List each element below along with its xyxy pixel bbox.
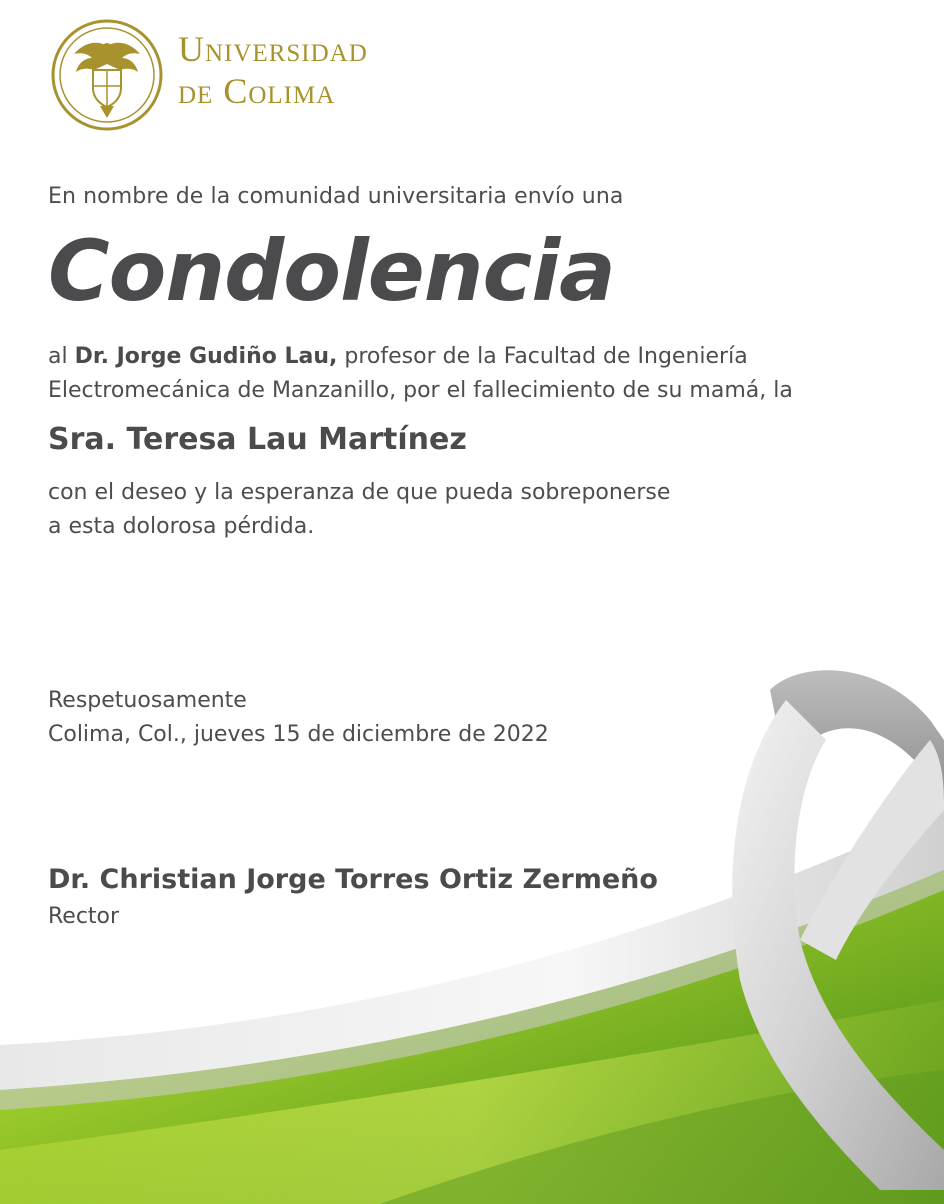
signer-name: Dr. Christian Jorge Torres Ortiz Zermeño xyxy=(48,864,658,895)
condolence-paragraph xyxy=(48,340,908,408)
regards-block xyxy=(48,684,549,752)
university-name-line2: de Colima xyxy=(178,71,336,111)
closing-line2: a esta dolorosa pérdida. xyxy=(48,514,315,539)
closing-line1: con el deseo y la esperanza de que pueda sobreponerse xyxy=(48,480,671,505)
eagle-seal-icon xyxy=(50,18,164,132)
honoree-name: Dr. Jorge Gudiño Lau, xyxy=(74,344,338,369)
headline: Condolencia xyxy=(48,222,615,320)
intro-text: En nombre de la comunidad universitaria envío una xyxy=(48,184,624,209)
closing-paragraph xyxy=(48,476,808,544)
place-date: Colima, Col., jueves 15 de diciembre de 2022 xyxy=(48,722,549,747)
university-wordmark xyxy=(178,28,368,112)
para-prefix: al xyxy=(48,344,75,369)
para-line1-rest: profesor de la Facultad de Ingeniería xyxy=(337,344,748,369)
para-line2: Electromecánica de Manzanillo, por el fallecimiento de su mamá, la xyxy=(48,378,793,403)
university-name-line1: Universidad xyxy=(178,29,368,69)
deceased-name: Sra. Teresa Lau Martínez xyxy=(48,422,467,457)
regards-text: Respetuosamente xyxy=(48,688,247,713)
signer-role: Rector xyxy=(48,904,120,929)
